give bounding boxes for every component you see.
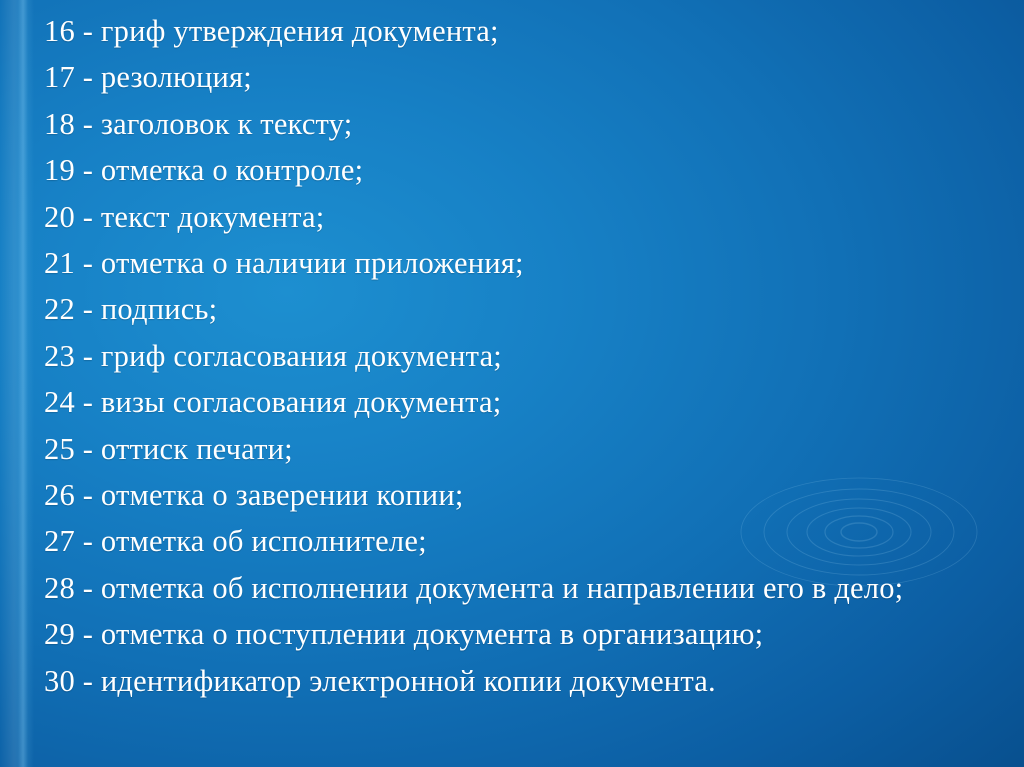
list-item: 17 - резолюция; <box>44 60 252 95</box>
list-item: 19 - отметка о контроле; <box>44 153 364 188</box>
list-item: 22 - подпись; <box>44 292 218 327</box>
list-item: 16 - гриф утверждения документа; <box>44 14 499 48</box>
list-item: 23 - гриф согласования документа; <box>44 338 502 373</box>
list-item: 29 - отметка о поступлении документа в организацию; <box>44 617 764 652</box>
list-item: 24 - визы согласования документа; <box>44 385 502 420</box>
list-item: 30 - идентификатор электронной копии документа. <box>44 663 716 698</box>
list-item: 18 - заголовок к тексту; <box>44 106 353 141</box>
list-item: 27 - отметка об исполнителе; <box>44 524 427 559</box>
list-item: 25 - оттиск печати; <box>44 431 293 466</box>
list-item: 21 - отметка о наличии приложения; <box>44 246 524 281</box>
list-item: 20 - текст документа; <box>44 199 325 234</box>
list-item: 28 - отметка об исполнении документа и направлении его в дело; <box>44 570 904 605</box>
list-item: 26 - отметка о заверении копии; <box>44 478 464 513</box>
